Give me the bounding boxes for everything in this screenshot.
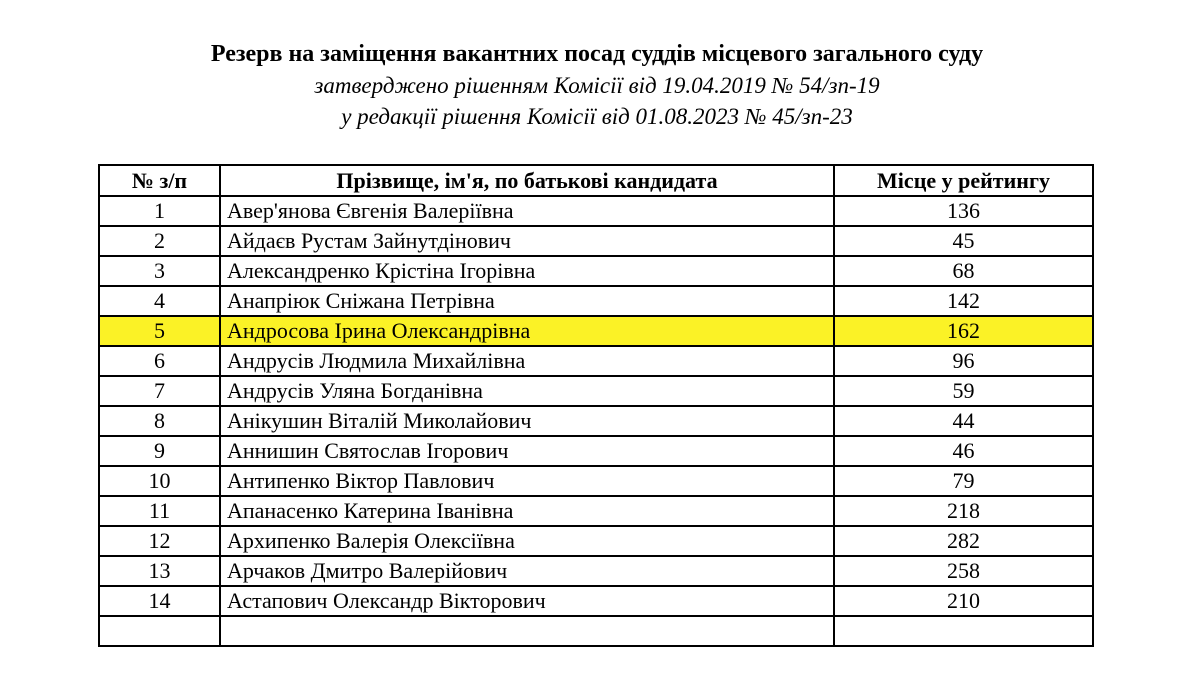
column-header-name: Прізвище, ім'я, по батькові кандидата <box>220 165 834 196</box>
reserve-table-container <box>98 164 1096 650</box>
candidate-name: Андрусів Людмила Михайлівна <box>220 346 834 376</box>
candidate-name: Александренко Крістіна Ігорівна <box>220 256 834 286</box>
rating-place: 136 <box>834 196 1093 226</box>
rating-place: 96 <box>834 346 1093 376</box>
document-title: Резерв на заміщення вакантних посад суддів місцевого загального суду <box>210 41 984 67</box>
rating-place: 282 <box>834 526 1093 556</box>
table-row <box>99 466 1093 496</box>
rating-place: 59 <box>834 376 1093 406</box>
column-header-rank: Місце у рейтингу <box>834 165 1093 196</box>
table-row <box>99 496 1093 526</box>
candidate-name: Антипенко Віктор Павлович <box>220 466 834 496</box>
rating-place <box>834 616 1093 646</box>
candidate-name: Арчаков Дмитро Валерійович <box>220 556 834 586</box>
row-number: 13 <box>99 556 220 586</box>
table-row <box>99 556 1093 586</box>
rating-place: 79 <box>834 466 1093 496</box>
row-number: 1 <box>99 196 220 226</box>
candidate-name <box>220 616 834 646</box>
row-number: 14 <box>99 586 220 616</box>
row-number: 9 <box>99 436 220 466</box>
row-number: 3 <box>99 256 220 286</box>
row-number: 5 <box>99 316 220 346</box>
table-row <box>99 286 1093 316</box>
row-number: 6 <box>99 346 220 376</box>
rating-place: 162 <box>834 316 1093 346</box>
rating-place: 45 <box>834 226 1093 256</box>
candidate-name: Архипенко Валерія Олексіївна <box>220 526 834 556</box>
candidate-name: Анапріюк Сніжана Петрівна <box>220 286 834 316</box>
table-row <box>99 256 1093 286</box>
table-row <box>99 226 1093 256</box>
row-number: 10 <box>99 466 220 496</box>
table-body <box>99 196 1093 646</box>
table-row <box>99 346 1093 376</box>
table-row <box>99 526 1093 556</box>
rating-place: 68 <box>834 256 1093 286</box>
candidate-name: Андрусів Уляна Богданівна <box>220 376 834 406</box>
table-row <box>99 196 1093 226</box>
table-row <box>99 376 1093 406</box>
rating-place: 210 <box>834 586 1093 616</box>
reserve-table <box>98 164 1094 647</box>
row-number: 2 <box>99 226 220 256</box>
table-row <box>99 406 1093 436</box>
document-header <box>0 38 1184 132</box>
table-row-partial <box>99 616 1093 646</box>
rating-place: 218 <box>834 496 1093 526</box>
row-number: 4 <box>99 286 220 316</box>
table-row <box>99 436 1093 466</box>
table-row <box>99 586 1093 616</box>
table-header-row <box>99 165 1093 196</box>
candidate-name: Апанасенко Катерина Іванівна <box>220 496 834 526</box>
candidate-name: Анікушин Віталій Миколайович <box>220 406 834 436</box>
row-number: 7 <box>99 376 220 406</box>
row-number: 12 <box>99 526 220 556</box>
candidate-name: Аннишин Святослав Ігорович <box>220 436 834 466</box>
row-number: 8 <box>99 406 220 436</box>
column-header-number: № з/п <box>99 165 220 196</box>
approval-note: затверджено рішенням Комісії від 19.04.2019 № 54/зп-19 <box>314 73 880 98</box>
row-number <box>99 616 220 646</box>
rating-place: 142 <box>834 286 1093 316</box>
revision-note: у редакції рішення Комісії від 01.08.2023 № 45/зп-23 <box>341 104 853 129</box>
candidate-name: Андросова Ірина Олександрівна <box>220 316 834 346</box>
candidate-name: Астапович Олександр Вікторович <box>220 586 834 616</box>
row-number: 11 <box>99 496 220 526</box>
rating-place: 46 <box>834 436 1093 466</box>
rating-place: 258 <box>834 556 1093 586</box>
candidate-name: Авер'янова Євгенія Валеріївна <box>220 196 834 226</box>
table-row-highlighted <box>99 316 1093 346</box>
candidate-name: Айдаєв Рустам Зайнутдінович <box>220 226 834 256</box>
rating-place: 44 <box>834 406 1093 436</box>
